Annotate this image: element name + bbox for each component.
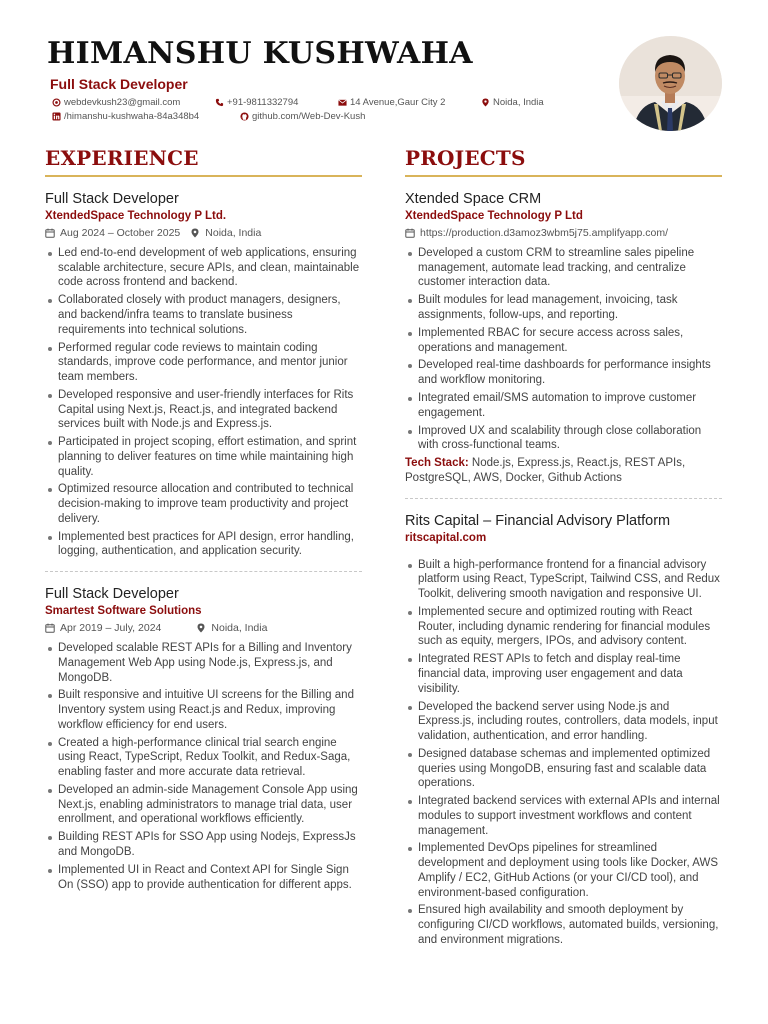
github-icon	[240, 112, 249, 121]
list-item: Integrated REST APIs to fetch and display real-time financial data, improving user engagement and data visibility.	[405, 652, 722, 696]
project-meta[interactable]	[405, 227, 722, 239]
project-bullets	[405, 246, 722, 453]
tech-stack	[405, 456, 722, 485]
project-website[interactable]: ritscapital.com	[405, 531, 487, 544]
projects-heading: PROJECTS	[405, 146, 526, 170]
at-icon	[52, 98, 61, 107]
experience-section	[45, 146, 362, 896]
list-item: Developed responsive and user-friendly interfaces for Rits Capital using Next.js, React.js, and integrated backend services built with Node.js and Express.js.	[45, 388, 362, 432]
list-item: Developed real-time dashboards for performance insights and workflow monitoring.	[405, 358, 722, 387]
list-item: Developed scalable REST APIs for a Billing and Inventory Management Web App using Node.js, Express.js, and MongoDB.	[45, 641, 362, 685]
project-link[interactable]: https://production.d3amoz3wbm5j75.amplifyapp.com/	[420, 227, 669, 239]
phone-text: +91-9811332794	[227, 97, 299, 108]
list-item: Designed database schemas and implemented optimized queries using MongoDB, ensuring fast and scalable data operations.	[405, 747, 722, 791]
list-item: Implemented UI in React and Context API for Single Sign On (SSO) app to provide authentication for different apps.	[45, 863, 362, 892]
map-pin-icon	[190, 228, 200, 238]
linkedin-text: /himanshu-kushwaha-84a348b4	[64, 111, 200, 122]
location-text: Noida, India	[493, 97, 544, 108]
job-company: XtendedSpace Technology P Ltd.	[45, 210, 227, 222]
profile-photo	[619, 36, 722, 131]
project-entry	[405, 191, 722, 486]
contact-linkedin[interactable]	[52, 111, 199, 122]
list-item: Built responsive and intuitive UI screens for the Billing and Inventory system using React.js and Redux, improving workflow efficiency for end users.	[45, 688, 362, 732]
job-meta	[45, 227, 362, 239]
address-text: 14 Avenue,Gaur City 2	[350, 97, 446, 108]
job-dates: Apr 2019 – July, 2024	[60, 622, 162, 635]
project-entry	[405, 513, 722, 948]
contact-address	[338, 97, 445, 108]
linkedin-icon	[52, 112, 61, 121]
list-item: Integrated email/SMS automation to improve customer engagement.	[405, 391, 722, 420]
map-pin-icon	[196, 623, 206, 633]
job-dates: Aug 2024 – October 2025	[60, 227, 181, 239]
experience-rule	[45, 175, 362, 177]
list-item: Performed regular code reviews to maintain coding standards, improve code performance, and mentor junior team members.	[45, 341, 362, 385]
list-item: Implemented RBAC for secure access across sales, operations and management.	[405, 326, 722, 355]
experience-heading: EXPERIENCE	[45, 146, 199, 170]
job-title: Full Stack Developer	[45, 586, 179, 603]
list-item: Built modules for lead management, invoicing, task assignments, follow-ups, and reporting.	[405, 293, 722, 322]
contact-github[interactable]	[240, 111, 365, 122]
job-bullets	[45, 246, 362, 559]
candidate-role: Full Stack Developer	[50, 76, 188, 92]
contact-info	[50, 97, 610, 125]
list-item: Implemented best practices for API design, error handling, logging, authentication, and application security.	[45, 530, 362, 559]
list-item: Improved UX and scalability through close collaboration with cross-functional teams.	[405, 424, 722, 453]
envelope-icon	[338, 98, 347, 107]
github-text: github.com/Web-Dev-Kush	[252, 111, 366, 122]
list-item: Developed an admin-side Management Console App using Next.js, enabling administrators to manage trial data, user enrollment, and operational workflows efficiently.	[45, 783, 362, 827]
entry-divider	[405, 498, 722, 499]
job-location: Noida, India	[205, 227, 262, 239]
list-item: Created a high-performance clinical trial search engine using React, TypeScript, Redux Toolkit, and Redux-Saga, enabling faster and more accurate data retrieval.	[45, 736, 362, 780]
list-item: Ensured high availability and smooth deployment by configuring CI/CD workflows, automated builds, versioning, and environment migrations.	[405, 903, 722, 947]
list-item: Participated in project scoping, effort estimation, and sprint planning to deliver features on time while maintaining high quality.	[45, 435, 362, 479]
tech-stack-label: Tech Stack:	[405, 457, 469, 470]
list-item: Building REST APIs for SSO App using Nodejs, ExpressJs and MongoDB.	[45, 830, 362, 859]
job-location: Noida, India	[211, 622, 268, 635]
project-title: Xtended Space CRM	[405, 191, 542, 207]
contact-location	[481, 97, 544, 108]
candidate-name: HIMANSHU KUSHWAHA	[47, 36, 473, 71]
list-item: Collaborated closely with product managers, designers, and backend/infra teams to translate business requirements into technical solutions.	[45, 293, 362, 337]
job-company: Smartest Software Solutions	[45, 605, 202, 618]
map-pin-icon	[481, 98, 490, 107]
list-item: Led end-to-end development of web applications, ensuring scalable architecture, secure APIs, and clean, maintainable code across frontend and backend.	[45, 246, 362, 290]
projects-rule	[405, 175, 722, 177]
job-entry	[45, 191, 362, 559]
list-item: Integrated backend services with external APIs and internal modules to support investment workflows and content management.	[405, 794, 722, 838]
list-item: Implemented DevOps pipelines for streamlined development and deployment using tools like Docker, AWS Amplify / EC2, GitHub Actions (or your CI/CD tool), and environment-based configuration.	[405, 841, 722, 900]
job-bullets	[45, 641, 362, 892]
tech-stack-value: Node.js, Express.js, React.js, REST APIs, PostgreSQL, AWS, Docker, Github Actions	[405, 457, 686, 484]
project-bullets	[405, 558, 722, 948]
job-title: Full Stack Developer	[45, 191, 179, 207]
entry-divider	[45, 571, 362, 572]
job-meta	[45, 622, 362, 634]
phone-icon	[215, 98, 224, 107]
list-item: Developed a custom CRM to streamline sales pipeline management, automate lead tracking, and centralize customer interaction data.	[405, 246, 722, 290]
calendar-icon	[405, 228, 415, 238]
list-item: Built a high-performance frontend for a financial advisory platform using React, TypeScript, Tailwind CSS, and Redux Toolkit, delivering smooth navigation and responsive UI.	[405, 558, 722, 602]
contact-email[interactable]	[52, 97, 180, 108]
project-company: XtendedSpace Technology P Ltd	[405, 210, 583, 222]
list-item: Implemented secure and optimized routing with React Router, including dynamic rendering for financial modules such as equity, mergers, IPOs, and advisory content.	[405, 605, 722, 649]
job-entry	[45, 586, 362, 892]
project-title: Rits Capital – Financial Advisory Platform	[405, 512, 671, 529]
calendar-icon	[45, 623, 55, 633]
calendar-icon	[45, 228, 55, 238]
email-text: webdevkush23@gmail.com	[64, 97, 181, 108]
list-item: Optimized resource allocation and contributed to technical decision-making to improve team productivity and project delivery.	[45, 482, 362, 526]
contact-phone[interactable]	[215, 97, 298, 108]
projects-section	[405, 146, 722, 951]
list-item: Developed the backend server using Node.js and Express.js, including routes, controllers, data models, input validation, authentication, and error handling.	[405, 700, 722, 744]
